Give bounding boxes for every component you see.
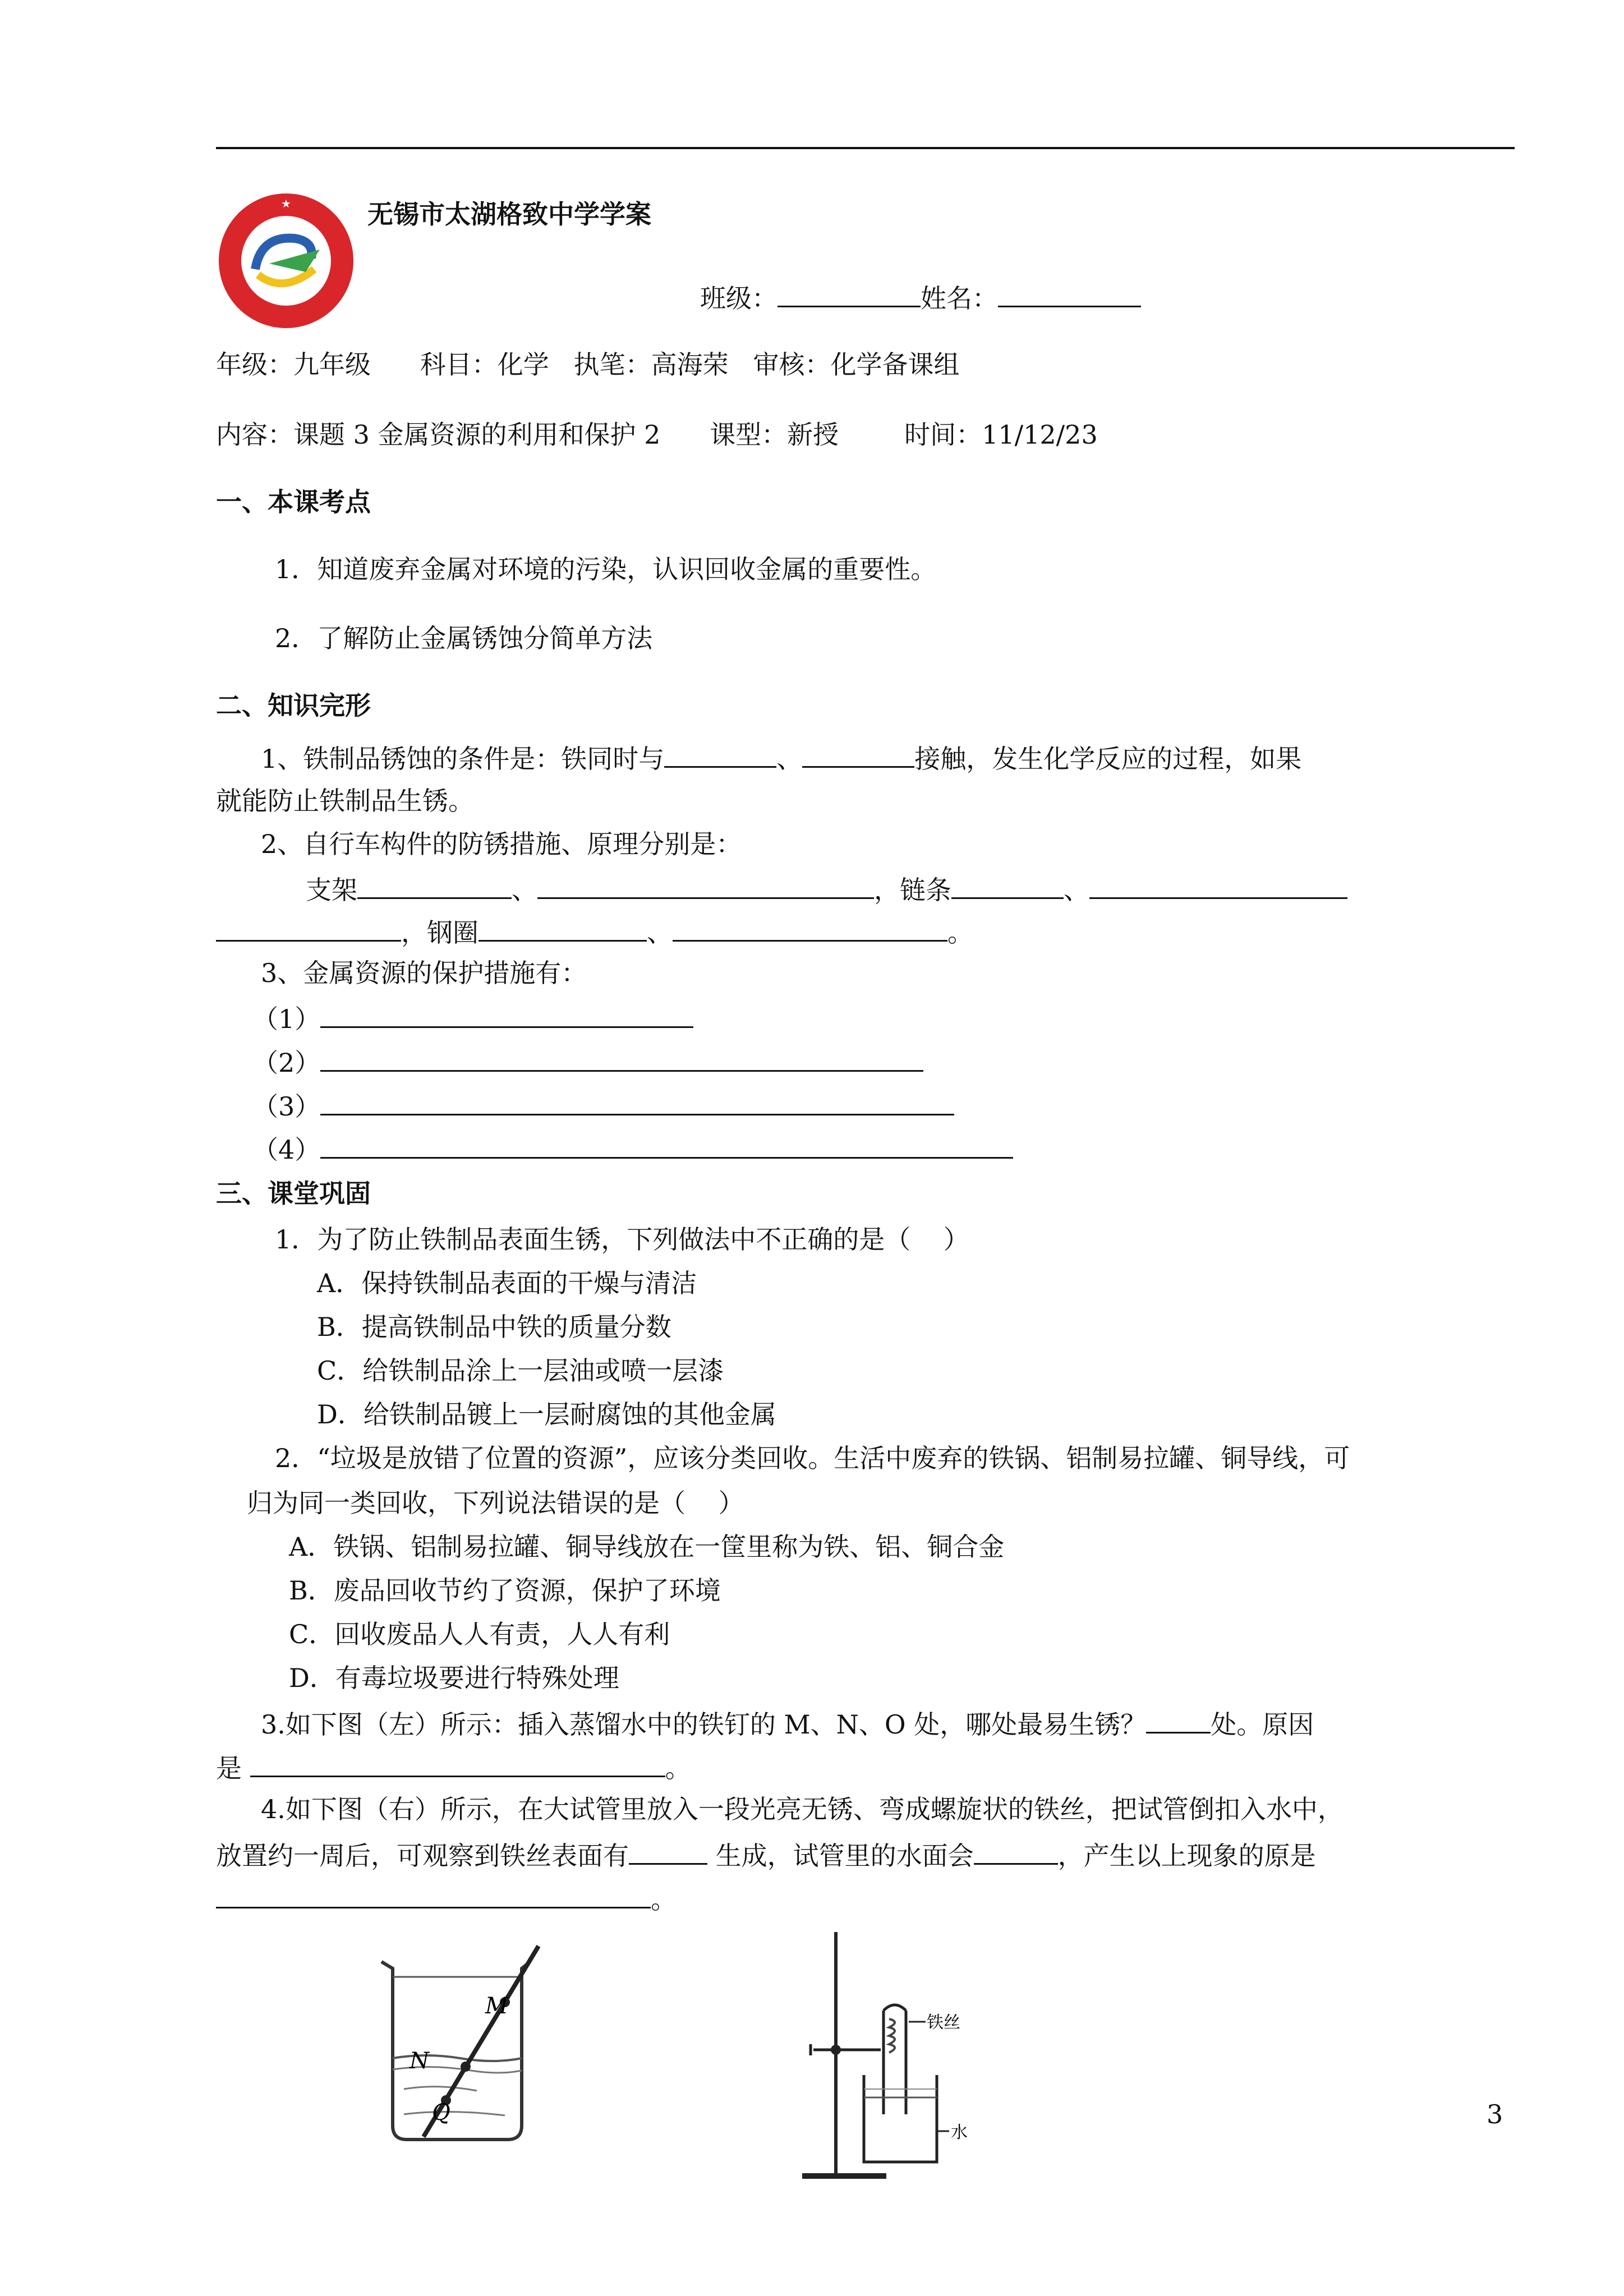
s2-q3-item-2: （2）: [252, 1043, 923, 1080]
meta-line-2: 内容：课题 3 金属资源的利用和保护 2 课型：新授 时间：11/12/23: [216, 419, 1098, 450]
s2-q2-line2: ，钢圈 、 。: [216, 913, 973, 949]
name-label: 姓名：: [921, 283, 998, 313]
objective-2: 2．了解防止金属锈蚀分简单方法: [275, 623, 653, 653]
section-3-title: 三、课堂巩固: [216, 1178, 371, 1209]
school-logo: [216, 191, 356, 331]
s3-q3-line1: 3.如下图（左）所示：插入蒸馏水中的铁钉的 M、N、O 处，哪处最易生锈？ 处。原因: [261, 1705, 1314, 1741]
s3-q4-line1: 4.如下图（右）所示，在大试管里放入一段光亮无锈、弯成螺旋状的铁丝，把试管倒扣入水中，: [261, 1794, 1344, 1824]
s3-q3-blank-1[interactable]: [1146, 1705, 1211, 1733]
s2-q3: 3、金属资源的保护措施有：: [261, 958, 587, 988]
label-tiesi: 铁丝: [927, 2013, 960, 2032]
s2-zhijia-blank-2[interactable]: [537, 870, 874, 899]
s3-q1-option-d[interactable]: D．给铁制品镀上一层耐腐蚀的其他金属: [317, 1399, 776, 1430]
class-label: 班级：: [700, 283, 778, 313]
s2-q3-item-4: （4）: [252, 1130, 1013, 1167]
s3-q4-blank-2[interactable]: [974, 1836, 1058, 1865]
beaker-nail-figure: [370, 1946, 555, 2148]
s3-q2-stem-2: 归为同一类回收，下列说法错误的是（ ）: [247, 1488, 744, 1518]
svg-text:★: ★: [281, 197, 291, 210]
s2-q3-item-3: （3）: [252, 1087, 954, 1123]
s2-q2: 2、自行车构件的防锈措施、原理分别是：: [261, 829, 742, 859]
s2-q2-line1: 支架 、 ，链条 、: [306, 870, 1347, 907]
s3-q4-line3: 。: [216, 1880, 677, 1916]
s2-liantiao-blank-3[interactable]: [216, 913, 401, 942]
s3-q1-option-a[interactable]: A．保持铁制品表面的干燥与清洁: [317, 1268, 697, 1298]
page-number: 3: [1487, 2099, 1503, 2129]
s3-q1-stem: 1．为了防止铁制品表面生锈，下列做法中不正确的是（ ）: [275, 1224, 969, 1255]
s2-liantiao-blank-2[interactable]: [1089, 870, 1347, 899]
s2-q3-blank-3[interactable]: [320, 1087, 954, 1115]
s3-q4-blank-3[interactable]: [216, 1880, 651, 1908]
s3-q2-option-a[interactable]: A．铁锅、铝制易拉罐、铜导线放在一筐里称为铁、铝、铜合金: [289, 1532, 1005, 1562]
s2-q1-line1: 1、铁制品锈蚀的条件是：铁同时与 、 接触，发生化学反应的过程，如果: [261, 739, 1301, 776]
s3-q4-blank-1[interactable]: [629, 1836, 707, 1865]
name-input[interactable]: [998, 279, 1141, 307]
header-rule: [216, 147, 1515, 149]
s3-q4-line2: 放置约一周后，可观察到铁丝表面有 生成，试管里的水面会 ，产生以上现象的原是: [216, 1836, 1316, 1873]
s3-q2-option-d[interactable]: D．有毒垃圾要进行特殊处理: [289, 1663, 619, 1693]
school-title: 无锡市太湖格致中学学案: [367, 199, 651, 229]
s2-q3-blank-4[interactable]: [320, 1130, 1013, 1159]
s3-q3-line2: 是 。: [216, 1749, 691, 1785]
s3-q2-option-b[interactable]: B．废品回收节约了资源，保护了环境: [289, 1575, 721, 1606]
objective-1: 1．知道废弃金属对环境的污染，认识回收金属的重要性。: [275, 554, 937, 584]
s2-zhijia-blank-1[interactable]: [357, 870, 512, 899]
s3-q3-blank-2[interactable]: [250, 1749, 665, 1777]
label-n: N: [410, 2048, 429, 2074]
label-q: Q: [432, 2100, 450, 2126]
s2-q1-line2: 就能防止铁制品生锈。: [216, 786, 474, 816]
section-1-title: 一、本课考点: [216, 487, 371, 517]
label-m: M: [485, 1993, 508, 2019]
s2-gangquan-blank-1[interactable]: [479, 913, 647, 942]
s2-q1-blank-2[interactable]: [802, 739, 914, 768]
s2-q1-blank-1[interactable]: [664, 739, 776, 768]
s3-q2-option-c[interactable]: C．回收废品人人有责，人人有利: [289, 1619, 670, 1649]
class-field: [700, 279, 1141, 315]
s2-q3-blank-1[interactable]: [320, 999, 693, 1028]
s2-gangquan-blank-2[interactable]: [673, 913, 947, 942]
test-tube-iron-wire-figure: [802, 1929, 993, 2187]
s2-liantiao-blank-1[interactable]: [951, 870, 1064, 899]
s3-q1-option-b[interactable]: B．提高铁制品中铁的质量分数: [317, 1312, 671, 1342]
meta-line-1: 年级：九年级 科目：化学 执笔：高海荣 审核：化学备课组: [216, 349, 960, 380]
s3-q1-option-c[interactable]: C．给铁制品涂上一层油或喷一层漆: [317, 1356, 724, 1386]
class-input[interactable]: [778, 279, 921, 307]
s3-q2-stem-1: 2．“垃圾是放错了位置的资源”，应该分类回收。生活中废弃的铁锅、铝制易拉罐、铜导线，可: [275, 1443, 1350, 1473]
s2-q3-blank-2[interactable]: [320, 1043, 923, 1072]
section-2-title: 二、知识完形: [216, 690, 371, 721]
s2-q3-item-1: （1）: [252, 999, 693, 1036]
label-shui: 水: [951, 2123, 968, 2142]
